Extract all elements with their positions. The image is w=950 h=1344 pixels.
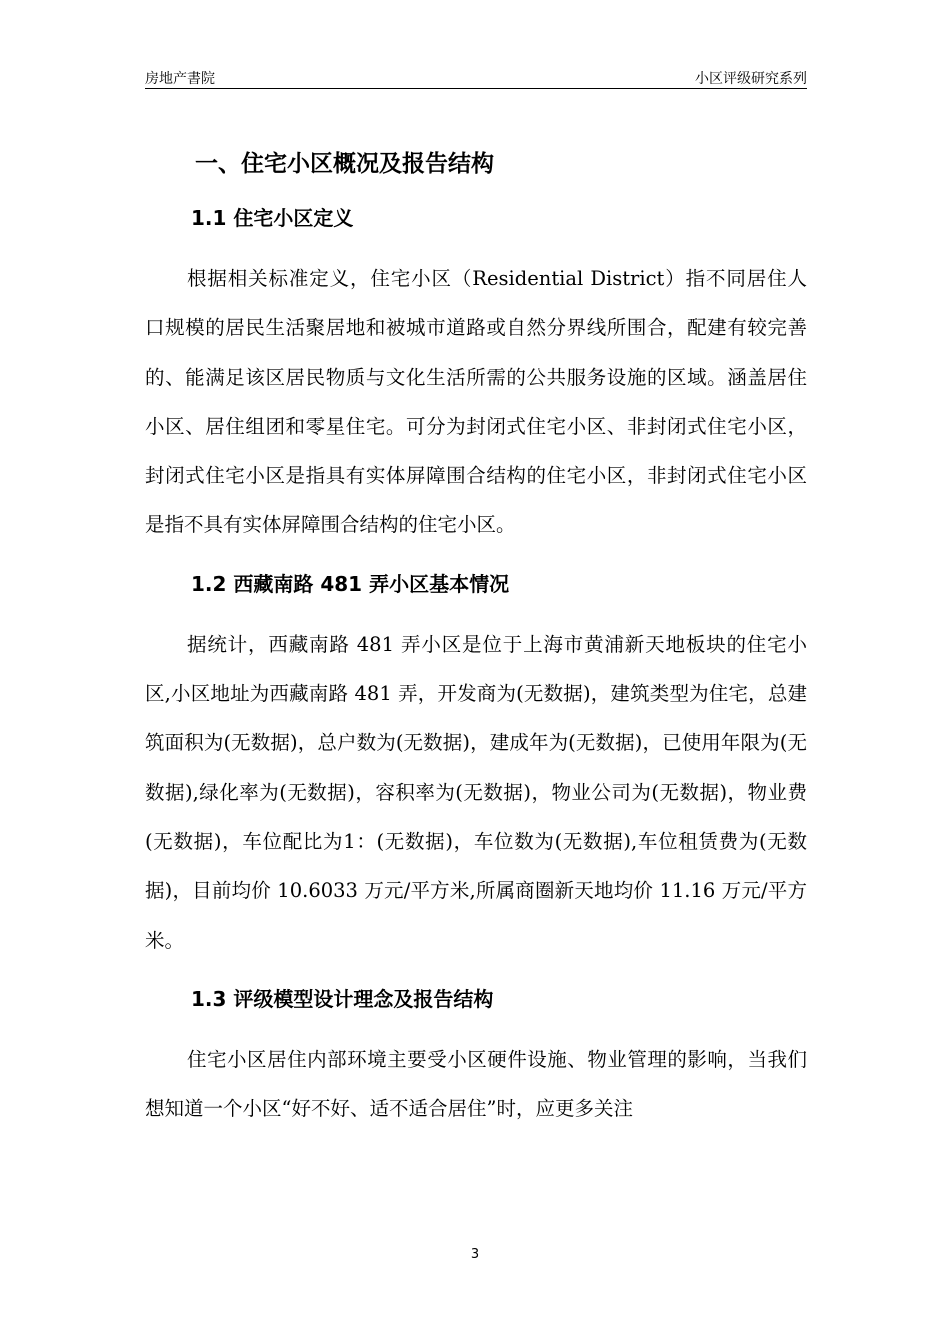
section-paragraph-definition: 根据相关标准定义，住宅小区（Residential District）指不同居住人口规模的居民生活聚居地和被城市道路或自然分界线所围合，配建有较完善的、能满足该区居民物质与文化生活所需的公共服务设施的区域。涵盖居住小区、居住组团和零星住宅。可分为封闭式住宅小区、非封闭式住宅小区，封闭式住宅小区是指具有实体屏障围合结构的住宅小区，非封闭式住宅小区是指不具有实体屏障围合结构的住宅小区。 [145, 267, 807, 537]
section-title-definition: 1.1 住宅小区定义 [191, 206, 354, 230]
section-paragraph-basic-info: 据统计，西藏南路 481 弄小区是位于上海市黄浦新天地板块的住宅小区,小区地址为西藏南路 481 弄，开发商为(无数据)，建筑类型为住宅，总建筑面积为(无数据)，总户数为(无数据)，建成年为(无数据)，已使用年限为(无数据),绿化率为(无数据)，容积率为(无数据)，物业公司为(无数据)，物业费(无数据)，车位配比为1：(无数据)，车位数为(无数据),车位租赁费为(无数据)，目前均价 10.6033 万元/平方米,所属商圈新天地均价 11.16 万元/平方米。 [145, 632, 807, 952]
section-title-basic-info: 1.2 西藏南路 481 弄小区基本情况 [191, 571, 510, 596]
header-series-title: 小区评级研究系列 [695, 71, 807, 87]
chapter-title: 一、住宅小区概况及报告结构 [195, 151, 494, 177]
page-header [145, 66, 807, 89]
header-publisher: 房地产書院 [145, 71, 215, 87]
page-number: 3 [470, 1247, 480, 1262]
section-paragraph-model-design: 住宅小区居住内部环境主要受小区硬件设施、物业管理的影响，当我们想知道一个小区“好不好、适不适合居住”时，应更多关注 [145, 1047, 807, 1121]
section-title-model-design: 1.3 评级模型设计理念及报告结构 [191, 986, 494, 1011]
page-content [145, 140, 807, 1133]
